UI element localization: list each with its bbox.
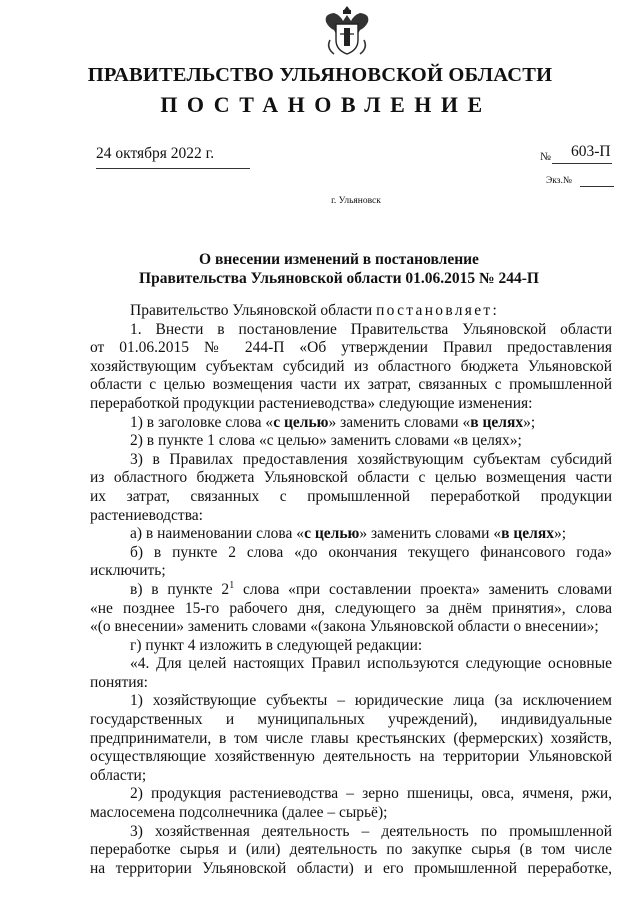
document-date: 24 октября 2022 г. [96, 145, 215, 162]
body-line: области с целью возмещения части их затрат, связанных с промышленной [90, 376, 612, 394]
body-line: 2) в пункте 1 слова «с целью» заменить словами «в целях»; [130, 432, 522, 450]
document-number: 603-П [571, 143, 611, 160]
document-body [90, 302, 612, 878]
document-title [0, 250, 640, 288]
body-line: переработкой продукции растениеводства» следующие изменения: [90, 394, 533, 412]
body-line: 2) продукция растениеводства – зерно пшеницы, овса, ячменя, ржи, [130, 785, 612, 803]
body-line [90, 525, 612, 544]
body-line: исключить; [90, 562, 166, 580]
body-line [90, 302, 612, 321]
date-underline [96, 168, 250, 169]
text-span: » заменить словами « [328, 413, 471, 431]
bold-text: в целях [470, 413, 524, 431]
body-line: предприниматели, в том числе главы крестьянских (фермерских) хозяйств, [90, 729, 612, 747]
text-span: слова «при составлении проекта» заменить словами [234, 580, 612, 598]
bold-text: в целях [501, 525, 554, 543]
bold-text: с целью [273, 413, 329, 431]
number-underline [552, 163, 612, 164]
text-span: Правительство Ульяновской области [130, 302, 377, 319]
city-name: г. Ульяновск [331, 196, 381, 206]
body-line: 3) в Правилах предоставления хозяйствующим субъектам субсидий [130, 450, 612, 468]
number-prefix: № [540, 151, 551, 163]
document-type: ПОСТАНОВЛЕНИЕ [160, 92, 492, 117]
text-span: »; [553, 525, 567, 543]
body-line: переработке сырья и (или) деятельность по закупке сырья (в том числе [90, 841, 612, 859]
bold-text: с целью [304, 525, 360, 543]
body-line: б) в пункте 2 слова «до окончания текущего финансового года» [130, 543, 612, 561]
body-line: государственных и муниципальных учреждений), индивидуальные [90, 711, 612, 729]
coat-of-arms-icon [322, 4, 372, 60]
body-line: растениеводства: [90, 506, 203, 524]
text-span: в) в пункте 2 [130, 580, 230, 598]
body-line: г) пункт 4 изложить в следующей редакции: [130, 636, 423, 654]
text-span: а) в наименовании слова « [130, 525, 305, 543]
superscript: 1 [229, 579, 235, 591]
body-line: осуществляющие хозяйственную деятельность на территории Ульяновской [90, 748, 612, 766]
body-line: понятия: [90, 673, 148, 691]
emphasized-text: постановляет: [376, 302, 500, 319]
body-line: маслосемена подсолнечника (далее – сырьё); [90, 804, 388, 822]
copy-number-label: Экз.№ [546, 176, 572, 186]
body-line: 3) хозяйственная деятельность – деятельность по промышленной [130, 822, 612, 840]
title-line: Правительства Ульяновской области 01.06.2015 № 244-П [139, 270, 539, 287]
body-line [90, 414, 612, 433]
title-line: О внесении изменений в постановление [199, 251, 479, 268]
body-line [90, 581, 612, 600]
organization-name: ПРАВИТЕЛЬСТВО УЛЬЯНОВСКОЙ ОБЛАСТИ [87, 64, 553, 86]
body-line: «не позднее 15-го рабочего дня, следующего за днём принятия», слова [90, 599, 612, 617]
text-span: 1) в заголовке слова « [130, 413, 274, 431]
body-line: «(о внесении» заменить словами «(закона Ульяновской области о внесении»; [90, 618, 599, 636]
body-line: хозяйствующим субъектам субсидий из областного бюджета Ульяновской [90, 357, 612, 375]
body-line: 1. Внести в постановление Правительства Ульяновской области [130, 320, 612, 338]
body-line: 1) хозяйствующие субъекты – юридические лица (за исключением [130, 692, 612, 710]
body-line: области; [90, 766, 147, 784]
body-line: из областного бюджета Ульяновской области с целью возмещения части [90, 469, 612, 487]
text-span: » заменить словами « [359, 525, 502, 543]
copy-number-underline [580, 186, 614, 187]
text-span: »; [523, 413, 536, 431]
body-line: от 01.06.2015 № 244-П «Об утверждении Правил предоставления [90, 339, 612, 357]
body-line: их затрат, связанных с промышленной переработкой продукции [90, 487, 612, 505]
body-line: «4. Для целей настоящих Правил используются следующие основные [130, 655, 612, 673]
body-line: на территории Ульяновской области) и его промышленной переработке, [90, 859, 612, 877]
